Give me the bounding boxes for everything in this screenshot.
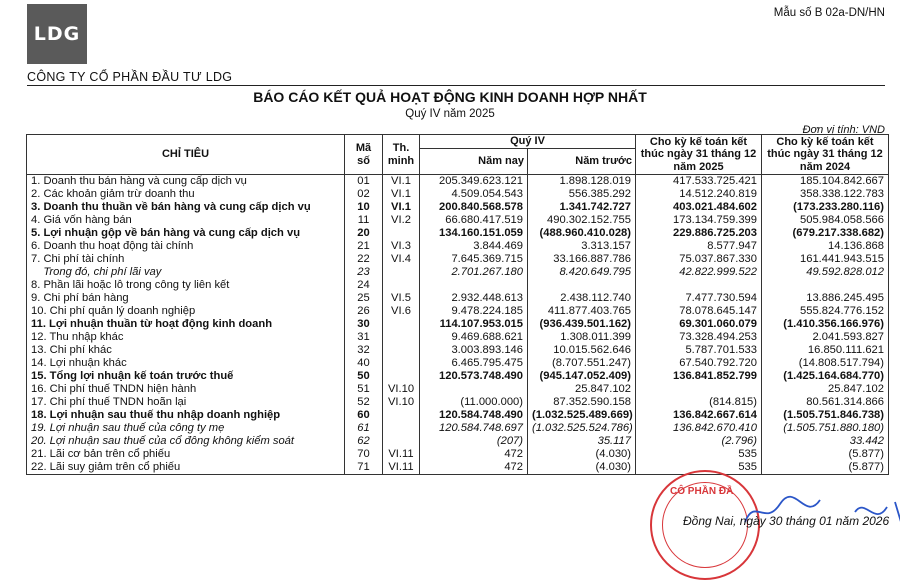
row-code: 24 — [345, 279, 383, 292]
row-quarter-this-year: 134.160.151.059 — [420, 227, 528, 240]
table-row — [27, 253, 889, 266]
row-quarter-last-year: 25.847.102 — [528, 383, 636, 396]
row-code: 21 — [345, 240, 383, 253]
row-label: 17. Chi phí thuế TNDN hoãn lại — [27, 396, 345, 409]
row-ytd-2024: 25.847.102 — [762, 383, 889, 396]
row-quarter-last-year: 411.877.403.765 — [528, 305, 636, 318]
row-quarter-last-year: 1.341.742.727 — [528, 201, 636, 214]
row-label: 21. Lãi cơ bản trên cổ phiếu — [27, 448, 345, 461]
row-quarter-last-year — [528, 279, 636, 292]
table-row — [27, 461, 889, 475]
row-ytd-2025: 5.787.701.533 — [636, 344, 762, 357]
row-label: 3. Doanh thu thuần về bán hàng và cung cấp dịch vụ — [27, 201, 345, 214]
row-ytd-2025: 75.037.867.330 — [636, 253, 762, 266]
row-ytd-2024: 358.338.122.783 — [762, 188, 889, 201]
row-note — [383, 227, 420, 240]
row-note — [383, 331, 420, 344]
header-ytd-2024: Cho kỳ kế toán kết thúc ngày 31 tháng 12 năm 2024 — [762, 135, 889, 175]
row-quarter-this-year: 4.509.054.543 — [420, 188, 528, 201]
row-label: 4. Giá vốn hàng bán — [27, 214, 345, 227]
row-ytd-2025: 8.577.947 — [636, 240, 762, 253]
row-note: VI.10 — [383, 383, 420, 396]
header-this-year: Năm nay — [420, 149, 528, 175]
row-label: 10. Chi phí quản lý doanh nghiệp — [27, 305, 345, 318]
row-note — [383, 279, 420, 292]
row-quarter-last-year: (488.960.410.028) — [528, 227, 636, 240]
row-quarter-this-year: 9.478.224.185 — [420, 305, 528, 318]
row-quarter-this-year: 2.932.448.613 — [420, 292, 528, 305]
row-quarter-this-year: 3.003.893.146 — [420, 344, 528, 357]
row-label: 19. Lợi nhuận sau thuế của công ty mẹ — [27, 422, 345, 435]
row-code: 50 — [345, 370, 383, 383]
row-ytd-2024: (5.877) — [762, 448, 889, 461]
row-quarter-last-year: (4.030) — [528, 448, 636, 461]
row-quarter-last-year: (936.439.501.162) — [528, 318, 636, 331]
row-code: 20 — [345, 227, 383, 240]
row-label: 6. Doanh thu hoạt động tài chính — [27, 240, 345, 253]
row-ytd-2025: 7.477.730.594 — [636, 292, 762, 305]
row-code: 22 — [345, 253, 383, 266]
row-ytd-2024: 2.041.593.827 — [762, 331, 889, 344]
row-note: VI.6 — [383, 305, 420, 318]
table-row — [27, 409, 889, 422]
row-note — [383, 422, 420, 435]
row-note — [383, 409, 420, 422]
row-note — [383, 266, 420, 279]
row-quarter-this-year: 3.844.469 — [420, 240, 528, 253]
row-quarter-this-year: 114.107.953.015 — [420, 318, 528, 331]
table-row — [27, 396, 889, 409]
row-quarter-last-year: 1.308.011.399 — [528, 331, 636, 344]
row-ytd-2024: 505.984.058.566 — [762, 214, 889, 227]
row-code: 31 — [345, 331, 383, 344]
row-ytd-2024: (1.505.751.880.180) — [762, 422, 889, 435]
row-label: 11. Lợi nhuận thuần từ hoạt động kinh doanh — [27, 318, 345, 331]
row-ytd-2025: 535 — [636, 461, 762, 475]
row-label: Trong đó, chi phí lãi vay — [27, 266, 345, 279]
row-note: VI.5 — [383, 292, 420, 305]
row-ytd-2024 — [762, 279, 889, 292]
header-last-year: Năm trước — [528, 149, 636, 175]
row-quarter-this-year: 7.645.369.715 — [420, 253, 528, 266]
row-ytd-2024: (173.233.280.116) — [762, 201, 889, 214]
row-ytd-2025: 136.842.670.410 — [636, 422, 762, 435]
row-quarter-last-year: 1.898.128.019 — [528, 175, 636, 189]
row-quarter-this-year: 205.349.623.121 — [420, 175, 528, 189]
header-code: Mã số — [345, 135, 383, 175]
row-quarter-this-year: 2.701.267.180 — [420, 266, 528, 279]
row-note: VI.4 — [383, 253, 420, 266]
row-note: VI.11 — [383, 448, 420, 461]
currency-unit: Đơn vị tính: VND — [802, 124, 885, 136]
row-quarter-last-year: 556.385.292 — [528, 188, 636, 201]
row-label: 8. Phần lãi hoặc lỗ trong công ty liên kết — [27, 279, 345, 292]
row-ytd-2025: 42.822.999.522 — [636, 266, 762, 279]
header-ytd-2025: Cho kỳ kế toán kết thúc ngày 31 tháng 12 năm 2025 — [636, 135, 762, 175]
table-row — [27, 214, 889, 227]
row-code: 11 — [345, 214, 383, 227]
row-ytd-2025: 136.842.667.614 — [636, 409, 762, 422]
table-row — [27, 422, 889, 435]
row-ytd-2025: 173.134.759.399 — [636, 214, 762, 227]
row-code: 40 — [345, 357, 383, 370]
row-note: VI.1 — [383, 188, 420, 201]
row-quarter-this-year: (207) — [420, 435, 528, 448]
form-number: Mẫu số B 02a-DN/HN — [773, 7, 885, 19]
company-logo — [27, 4, 87, 64]
header-divider — [27, 85, 885, 86]
row-ytd-2025: 136.841.852.799 — [636, 370, 762, 383]
row-code: 62 — [345, 435, 383, 448]
row-ytd-2024: 185.104.842.667 — [762, 175, 889, 189]
row-quarter-last-year: (945.147.052.409) — [528, 370, 636, 383]
table-row — [27, 279, 889, 292]
row-note: VI.3 — [383, 240, 420, 253]
row-label: 22. Lãi suy giảm trên cổ phiếu — [27, 461, 345, 475]
row-quarter-last-year: 8.420.649.795 — [528, 266, 636, 279]
row-note: VI.1 — [383, 175, 420, 189]
row-label: 18. Lợi nhuận sau thuế thu nhập doanh nghiệp — [27, 409, 345, 422]
row-ytd-2025: 67.540.792.720 — [636, 357, 762, 370]
company-name: CÔNG TY CỔ PHẦN ĐẦU TƯ LDG — [27, 70, 233, 84]
table-row — [27, 292, 889, 305]
row-quarter-this-year: 120.584.748.697 — [420, 422, 528, 435]
row-ytd-2024: 14.136.868 — [762, 240, 889, 253]
row-quarter-this-year: 120.584.748.490 — [420, 409, 528, 422]
row-quarter-this-year — [420, 279, 528, 292]
table-row — [27, 188, 889, 201]
header-note: Th. minh — [383, 135, 420, 175]
row-code: 30 — [345, 318, 383, 331]
row-label: 16. Chi phí thuế TNDN hiện hành — [27, 383, 345, 396]
table-row — [27, 240, 889, 253]
row-note: VI.10 — [383, 396, 420, 409]
row-code: 32 — [345, 344, 383, 357]
row-quarter-this-year: 472 — [420, 448, 528, 461]
row-ytd-2025: (814.815) — [636, 396, 762, 409]
table-row — [27, 448, 889, 461]
row-label: 7. Chi phí tài chính — [27, 253, 345, 266]
header-indicator: CHỈ TIÊU — [27, 135, 345, 175]
row-quarter-this-year: 66.680.417.519 — [420, 214, 528, 227]
row-ytd-2025: 78.078.645.147 — [636, 305, 762, 318]
row-label: 9. Chi phí bán hàng — [27, 292, 345, 305]
row-quarter-this-year: 9.469.688.621 — [420, 331, 528, 344]
table-row — [27, 331, 889, 344]
row-ytd-2024: (5.877) — [762, 461, 889, 475]
row-ytd-2025: 73.328.494.253 — [636, 331, 762, 344]
report-title: BÁO CÁO KẾT QUẢ HOẠT ĐỘNG KINH DOANH HỢP NHẤT — [253, 89, 647, 105]
row-quarter-this-year — [420, 383, 528, 396]
row-ytd-2024: 161.441.943.515 — [762, 253, 889, 266]
row-ytd-2024: (1.505.751.846.738) — [762, 409, 889, 422]
row-code: 23 — [345, 266, 383, 279]
row-code: 02 — [345, 188, 383, 201]
row-ytd-2024: (1.425.164.684.770) — [762, 370, 889, 383]
row-ytd-2025: 14.512.240.819 — [636, 188, 762, 201]
table-row — [27, 175, 889, 189]
row-quarter-last-year: 10.015.562.646 — [528, 344, 636, 357]
row-code: 51 — [345, 383, 383, 396]
row-label: 15. Tổng lợi nhuận kế toán trước thuế — [27, 370, 345, 383]
table-row — [27, 201, 889, 214]
row-note: VI.11 — [383, 461, 420, 475]
row-ytd-2024: (679.217.338.682) — [762, 227, 889, 240]
row-note: VI.1 — [383, 201, 420, 214]
row-ytd-2025 — [636, 383, 762, 396]
report-period: Quý IV năm 2025 — [405, 108, 495, 120]
row-code: 01 — [345, 175, 383, 189]
row-ytd-2025: 535 — [636, 448, 762, 461]
income-statement-table — [26, 134, 889, 475]
table-row — [27, 383, 889, 396]
row-code: 61 — [345, 422, 383, 435]
row-note — [383, 370, 420, 383]
row-quarter-this-year: 6.465.795.475 — [420, 357, 528, 370]
row-label: 2. Các khoản giảm trừ doanh thu — [27, 188, 345, 201]
row-code: 60 — [345, 409, 383, 422]
row-quarter-last-year: 33.166.887.786 — [528, 253, 636, 266]
logo-text: LDG — [33, 23, 81, 45]
row-ytd-2024: (14.808.517.794) — [762, 357, 889, 370]
row-quarter-last-year: 35.117 — [528, 435, 636, 448]
row-ytd-2024: (1.410.356.166.976) — [762, 318, 889, 331]
row-quarter-this-year: (11.000.000) — [420, 396, 528, 409]
row-label: 20. Lợi nhuận sau thuế của cổ đông không kiểm soát — [27, 435, 345, 448]
row-label: 13. Chi phí khác — [27, 344, 345, 357]
row-code: 26 — [345, 305, 383, 318]
row-code: 10 — [345, 201, 383, 214]
row-note: VI.2 — [383, 214, 420, 227]
row-ytd-2025 — [636, 279, 762, 292]
row-ytd-2025: 403.021.484.602 — [636, 201, 762, 214]
row-code: 70 — [345, 448, 383, 461]
table-row — [27, 357, 889, 370]
table-row — [27, 266, 889, 279]
row-ytd-2025: 229.886.725.203 — [636, 227, 762, 240]
row-note — [383, 435, 420, 448]
company-seal: CÔ PHẦN ĐẦ — [650, 470, 760, 580]
row-quarter-this-year: 120.573.748.490 — [420, 370, 528, 383]
row-ytd-2024: 555.824.776.152 — [762, 305, 889, 318]
header-quarter: Quý IV — [420, 135, 636, 149]
row-ytd-2024: 80.561.314.866 — [762, 396, 889, 409]
row-quarter-this-year: 200.840.568.578 — [420, 201, 528, 214]
row-quarter-last-year: 490.302.152.755 — [528, 214, 636, 227]
row-quarter-last-year: 87.352.590.158 — [528, 396, 636, 409]
row-quarter-last-year: 3.313.157 — [528, 240, 636, 253]
row-label: 5. Lợi nhuận gộp về bán hàng và cung cấp dịch vụ — [27, 227, 345, 240]
row-ytd-2024: 49.592.828.012 — [762, 266, 889, 279]
row-label: 12. Thu nhập khác — [27, 331, 345, 344]
row-quarter-last-year: (1.032.525.489.669) — [528, 409, 636, 422]
signing-date: Đồng Nai, ngày 30 tháng 01 năm 2026 — [683, 514, 890, 528]
row-ytd-2024: 33.442 — [762, 435, 889, 448]
table-row — [27, 344, 889, 357]
table-row — [27, 305, 889, 318]
row-ytd-2024: 13.886.245.495 — [762, 292, 889, 305]
row-ytd-2025: 69.301.060.079 — [636, 318, 762, 331]
row-note — [383, 318, 420, 331]
row-quarter-last-year: (1.032.525.524.786) — [528, 422, 636, 435]
table-row — [27, 318, 889, 331]
row-code: 25 — [345, 292, 383, 305]
row-label: 14. Lợi nhuận khác — [27, 357, 345, 370]
row-quarter-last-year: (4.030) — [528, 461, 636, 475]
table-row — [27, 435, 889, 448]
row-ytd-2024: 16.850.111.621 — [762, 344, 889, 357]
row-ytd-2025: (2.796) — [636, 435, 762, 448]
row-note — [383, 344, 420, 357]
row-quarter-this-year: 472 — [420, 461, 528, 475]
row-note — [383, 357, 420, 370]
row-code: 71 — [345, 461, 383, 475]
row-ytd-2025: 417.533.725.421 — [636, 175, 762, 189]
row-code: 52 — [345, 396, 383, 409]
row-label: 1. Doanh thu bán hàng và cung cấp dịch vụ — [27, 175, 345, 189]
table-row — [27, 370, 889, 383]
row-quarter-last-year: 2.438.112.740 — [528, 292, 636, 305]
row-quarter-last-year: (8.707.551.247) — [528, 357, 636, 370]
table-row — [27, 227, 889, 240]
